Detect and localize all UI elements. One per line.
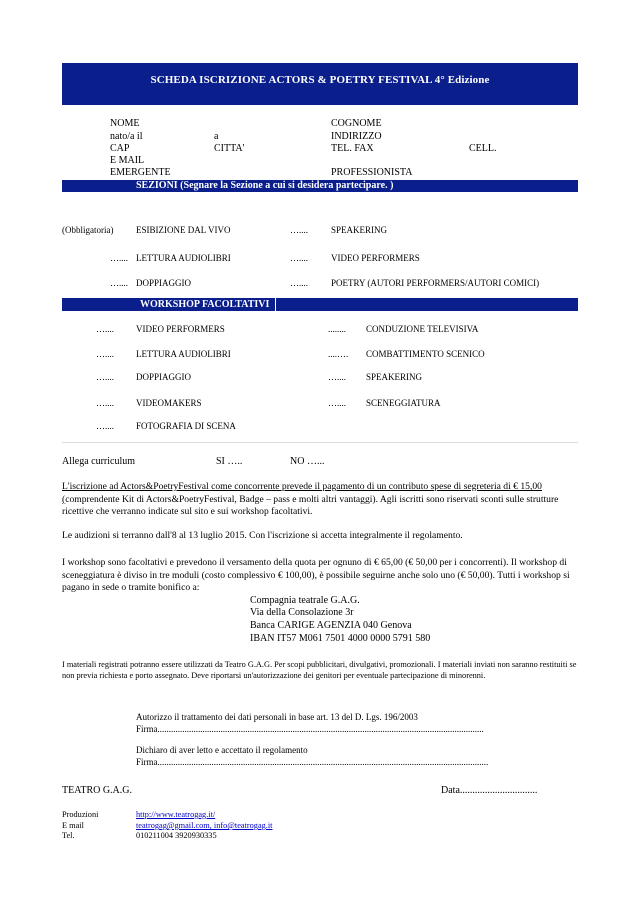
divider <box>62 442 578 443</box>
footer-data[interactable]: Data............................... <box>441 785 538 796</box>
footer-website-link[interactable]: http://www.teatrogag.it/ <box>136 810 216 819</box>
footer-teatro: TEATRO G.A.G. <box>62 785 132 796</box>
field-professionista: PROFESSIONISTA <box>331 167 413 178</box>
workshop-left: LETTURA AUDIOLIBRI <box>136 349 231 359</box>
workshop-right-mark: ….... <box>328 398 346 408</box>
signature-line-privacy[interactable]: Firma................................................................................................................................................. <box>136 724 484 734</box>
sezione-right: POETRY (AUTORI PERFORMERS/AUTORI COMICI) <box>331 278 540 288</box>
paragraph-workshop: I workshop sono facoltativi e prevedono il versamento della quota per ognuno di € 65,00 (€ 50,00 per i concorrenti). Il workshop di sceneggiatura è diviso in tre moduli (costo complessivo € 100,00), è possibile seguirne anche solo uno (€ 50,00). Tutti i workshop si pagano in sede o tramite bonifico a: <box>62 557 570 593</box>
workshop-left: VIDEOMAKERS <box>136 398 202 408</box>
field-nome: NOME <box>110 118 140 129</box>
field-indirizzo: INDIRIZZO <box>331 131 382 142</box>
workshop-left-mark: ….... <box>96 349 114 359</box>
sezione-left: DOPPIAGGIO <box>136 278 192 288</box>
curriculum-label: Allega curriculum <box>62 456 136 467</box>
sezioni-header: SEZIONI (Segnare la Sezione a cui si desidera partecipare. ) <box>136 180 394 191</box>
sezione-left: ESIBIZIONE DAL VIVO <box>136 225 231 235</box>
field-cell: CELL. <box>469 143 497 154</box>
footer-email-link[interactable]: teatrogag@gmail.com, info@teatrogag.it <box>136 821 273 830</box>
paragraph-audizioni: Le audizioni si terranno dall'8 al 13 luglio 2015. Con l'iscrizione si accetta integralmente il regolamento. <box>62 530 463 541</box>
page-title: SCHEDA ISCRIZIONE ACTORS & POETRY FESTIVAL 4° Edizione <box>150 74 490 86</box>
workshop-left: FOTOGRAFIA DI SCENA <box>136 421 236 431</box>
workshop-right: SPEAKERING <box>366 372 423 382</box>
sezione-right-mark: ….... <box>290 253 308 263</box>
workshop-header: WORKSHOP FACOLTATIVI <box>134 298 276 311</box>
workshop-left-mark: ….... <box>96 372 114 382</box>
bank-line: IBAN IT57 M061 7501 4000 0000 5791 580 <box>250 633 431 644</box>
bank-line: Compagnia teatrale G.A.G. <box>250 595 360 606</box>
sezione-right-mark: ….... <box>290 278 308 288</box>
paragraph-iscrizione-rest: comprendente Kit di Actors&PoetryFestival, Badge – pass e molti altri vantaggi). Agli iscritti sono riservati sconti sulle strutture ricettive che verranno indicate sul sito e sui workshop facoltativi. <box>62 493 559 517</box>
workshop-right: SCENEGGIATURA <box>366 398 441 408</box>
field-citta: CITTA' <box>214 143 245 154</box>
curriculum-no: NO …... <box>290 456 325 467</box>
field-nato: nato/a il <box>110 131 143 142</box>
workshop-left-mark: ….... <box>96 421 114 431</box>
workshop-left-mark: ….... <box>96 324 114 334</box>
workshop-right: COMBATTIMENTO SCENICO <box>366 349 485 359</box>
field-a: a <box>214 131 219 142</box>
consent-regolamento: Dichiaro di aver letto e accettato il regolamento <box>136 745 308 755</box>
obbligatoria-label: (Obbligatoria) <box>62 225 114 235</box>
paragraph-iscrizione-underlined: L'iscrizione ad Actors&PoetryFestival come concorrente prevede il pagamento di un contributo spese di segreteria di € 15,00 ( <box>62 481 542 505</box>
sezione-left-mark: ….... <box>110 253 128 263</box>
footer-produzioni-label: Produzioni <box>62 810 99 819</box>
field-cap: CAP <box>110 143 130 154</box>
sezione-right: VIDEO PERFORMERS <box>331 253 420 263</box>
workshop-right-mark: ....…. <box>328 349 349 359</box>
field-cognome: COGNOME <box>331 118 382 129</box>
footer-email-label: E mail <box>62 821 84 830</box>
paragraph-iscrizione <box>62 481 582 519</box>
footer-tel-value: 010211004 3920930335 <box>136 831 217 840</box>
workshop-left: DOPPIAGGIO <box>136 372 192 382</box>
field-tel-fax: TEL. FAX <box>331 143 374 154</box>
sezione-left: LETTURA AUDIOLIBRI <box>136 253 231 263</box>
title-banner <box>62 63 578 105</box>
bank-line: Via della Consolazione 3r <box>250 607 354 618</box>
sezione-right-mark: ….... <box>290 225 308 235</box>
workshop-right-mark: ........ <box>328 324 346 334</box>
consent-privacy: Autorizzo il trattamento dei dati personali in base art. 13 del D. Lgs. 196/2003 <box>136 712 418 722</box>
bank-line: Banca CARIGE AGENZIA 040 Genova <box>250 620 412 631</box>
workshop-left-mark: ….... <box>96 398 114 408</box>
field-email: E MAIL <box>110 155 145 166</box>
sezione-left-mark: ….... <box>110 278 128 288</box>
workshop-right-mark: ….... <box>328 372 346 382</box>
paragraph-materiali: I materiali registrati potranno essere utilizzati da Teatro G.A.G. Per scopi pubblicitari, divulgativi, promozionali. I materiali inviati non saranno restituiti se non previa richiesta e porto assegnato. Deve riportarsi un'autorizzazione dei genitori per eventuale partecipazione di minorenni. <box>62 660 577 680</box>
curriculum-si: SI ….. <box>216 456 243 467</box>
footer-tel-label: Tel. <box>62 831 75 840</box>
workshop-left: VIDEO PERFORMERS <box>136 324 225 334</box>
sezione-right: SPEAKERING <box>331 225 388 235</box>
workshop-right: CONDUZIONE TELEVISIVA <box>366 324 479 334</box>
field-emergente: EMERGENTE <box>110 167 171 178</box>
signature-line-regolamento[interactable]: Firma................................................................................................................................................... <box>136 757 489 767</box>
